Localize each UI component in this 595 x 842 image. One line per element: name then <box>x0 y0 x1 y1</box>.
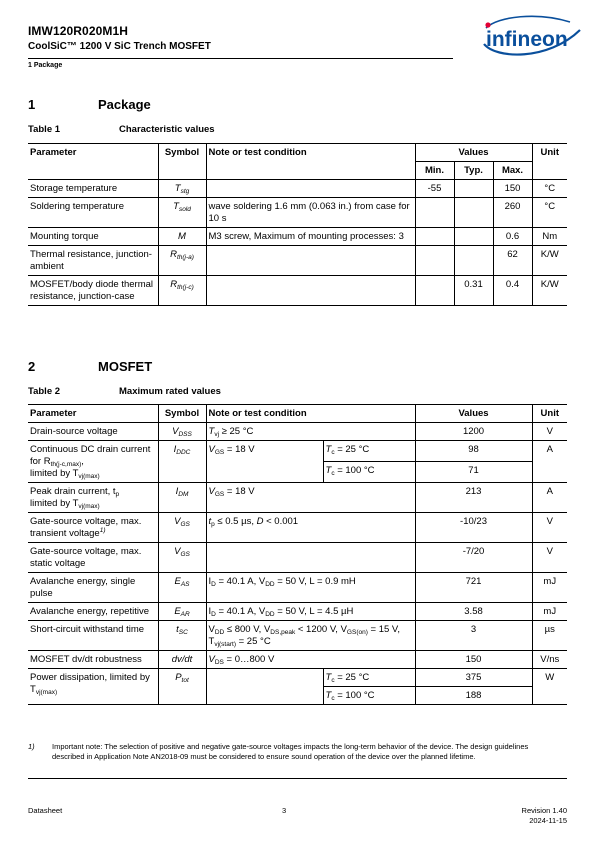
table-cell: 62 <box>493 246 532 276</box>
table-cell: V/ns <box>532 651 567 669</box>
table-cell: K/W <box>532 276 567 306</box>
header-section-ref: 1 Package <box>28 62 63 69</box>
table-cell: °C <box>532 198 567 228</box>
table-cell <box>206 543 415 573</box>
table-cell: $R_{th(j-c)}$ <box>158 276 206 306</box>
section-1-heading <box>28 97 328 113</box>
table-cell: Gate-source voltage, max. transient voltage$^{1)}$ <box>30 516 142 539</box>
table-cell: $t_p \le 0.5$ µs, D < 0.001 <box>206 513 415 543</box>
table-cell: $T_c = 100$ °C <box>323 462 415 483</box>
table-cell: 213 <box>415 483 532 513</box>
table-1-caption <box>28 124 328 136</box>
table-label: Table 1 <box>28 124 61 135</box>
table-row <box>28 276 567 306</box>
table-cell: $T_c = 25$ °C <box>323 441 415 462</box>
table-cell: -7/20 <box>415 543 532 573</box>
table-cell: K/W <box>532 246 567 276</box>
table-cell: Peak drain current, $t_p$ limited by $T_{vj(max)}$ <box>30 486 120 510</box>
characteristic-values-table <box>28 143 567 306</box>
table-row <box>28 441 567 462</box>
header-condition: Note or test condition <box>206 144 415 180</box>
table-cell: $V_{GS} = 18$ V <box>206 441 323 483</box>
table-cell: W <box>532 669 567 705</box>
table-row <box>28 513 567 543</box>
table-cell: Thermal resistance, junction-ambient <box>30 249 152 272</box>
table-cell: Drain-source voltage <box>30 426 118 437</box>
table-cell: Avalanche energy, single pulse <box>30 576 136 599</box>
table-cell: MOSFET/body diode thermal resistance, junction-case <box>30 279 154 302</box>
table-row <box>28 180 567 198</box>
table-cell: $V_{DSS}$ <box>158 423 206 441</box>
table-cell: $V_{GS} = 18$ V <box>206 483 415 513</box>
table-cell: µs <box>532 621 567 651</box>
table-cell: $V_{DS}$ = 0…800 V <box>206 651 415 669</box>
table-row <box>28 198 567 228</box>
table-cell: $V_{GS}$ <box>158 513 206 543</box>
table-cell <box>454 246 493 276</box>
table-cell: dv/dt <box>158 651 206 669</box>
page-number: 3 <box>282 806 287 815</box>
table-cell: °C <box>532 180 567 198</box>
table-cell: $I_D = 40.1$ A, $V_{DD} = 50$ V, L = 4.5 µH <box>206 603 415 621</box>
table-cell: 3.58 <box>415 603 532 621</box>
table-caption: Maximum rated values <box>119 386 221 397</box>
table-row <box>28 621 567 651</box>
table-cell: $V_{DD} \le 800$ V, $V_{DS,peak} < 1200$ V, $V_{GS(on)} = 15$ V, $T_{vj(start)} = 25$ °C <box>206 621 415 651</box>
table-cell <box>415 228 454 246</box>
footnote-text: Important note: The selection of positive and negative gate-source voltages impacts the long-term behavior of the device. The design guidelines described in Application Note AN2018-09 must be considered to ensure sound operation of the device over the planned lifetime. <box>52 742 529 761</box>
table-cell: $T_c = 25$ °C <box>323 669 415 687</box>
table-cell: V <box>532 513 567 543</box>
table-cell: $E_{AR}$ <box>158 603 206 621</box>
table-label: Table 2 <box>28 386 61 397</box>
table-cell: MOSFET dv/dt robustness <box>30 654 142 665</box>
table-cell: 71 <box>415 462 532 483</box>
table-cell: 1200 <box>415 423 532 441</box>
table-cell: 150 <box>415 651 532 669</box>
table-cell: 150 <box>493 180 532 198</box>
table-row <box>28 246 567 276</box>
footer-revision <box>522 806 567 826</box>
table-cell <box>454 180 493 198</box>
section-2-heading <box>28 359 328 375</box>
table-cell: $T_{stg}$ <box>158 180 206 198</box>
table-cell <box>415 198 454 228</box>
table-cell: M <box>158 228 206 246</box>
table-row <box>28 543 567 573</box>
table-row <box>28 573 567 603</box>
table-cell: $V_{GS}$ <box>158 543 206 573</box>
table-cell: Power dissipation, limited by $T_{vj(max)}$ <box>28 669 158 705</box>
table-cell <box>206 180 415 198</box>
table-cell: Continuous DC drain current for $R_{th(j-c,max)}$, limited by $T_{vj(max)}$ <box>28 441 158 483</box>
header-condition: Note or test condition <box>206 405 415 423</box>
header-max: Max. <box>493 162 532 180</box>
table-row <box>28 603 567 621</box>
revision: Revision 1.40 <box>521 806 567 815</box>
part-number: IMW120R020M1H <box>28 24 129 38</box>
header-symbol: Symbol <box>158 405 206 423</box>
revision-date: 2024-11-15 <box>529 816 567 825</box>
table-cell: 0.31 <box>454 276 493 306</box>
table-row <box>28 228 567 246</box>
table-cell: Storage temperature <box>30 183 118 194</box>
header-unit: Unit <box>532 144 567 180</box>
table-2-caption <box>28 386 328 398</box>
table-cell: 0.4 <box>493 276 532 306</box>
header-divider <box>28 58 453 59</box>
table-cell: Soldering temperature <box>30 201 124 212</box>
table-caption: Characteristic values <box>119 124 215 135</box>
section-title: MOSFET <box>98 359 153 374</box>
table-cell <box>206 246 415 276</box>
table-row <box>28 651 567 669</box>
table-row <box>28 423 567 441</box>
table-cell: $P_{tot}$ <box>158 669 206 705</box>
table-cell: A <box>532 483 567 513</box>
table-cell: $I_{DDC}$ <box>158 441 206 483</box>
table-row <box>28 483 567 513</box>
header-unit: Unit <box>532 405 567 423</box>
table-cell: $I_{DM}$ <box>158 483 206 513</box>
table-cell: Short-circuit withstand time <box>30 624 145 635</box>
table-cell: $T_{vj} \ge 25$ °C <box>206 423 415 441</box>
table-cell: M3 screw, Maximum of mounting processes: 3 <box>206 228 415 246</box>
footer-doc-type: Datasheet <box>28 806 63 815</box>
table-cell: 260 <box>493 198 532 228</box>
table-cell: 98 <box>415 441 532 462</box>
table-cell <box>206 669 323 705</box>
table-cell: V <box>532 423 567 441</box>
table-cell: -55 <box>415 180 454 198</box>
table-cell <box>206 276 415 306</box>
table-cell: 375 <box>415 669 532 687</box>
table-cell: $E_{AS}$ <box>158 573 206 603</box>
table-cell: $T_c = 100$ °C <box>323 687 415 705</box>
table-cell: $R_{th(j-a)}$ <box>158 246 206 276</box>
logo-wordmark: infineon <box>486 28 568 51</box>
table-cell: mJ <box>532 573 567 603</box>
header-values: Values <box>415 405 532 423</box>
table-cell: 188 <box>415 687 532 705</box>
table-cell: A <box>532 441 567 483</box>
document-subtitle: CoolSiC™ 1200 V SiC Trench MOSFET <box>28 41 211 52</box>
table-cell: wave soldering 1.6 mm (0.063 in.) from case for 10 s <box>206 198 415 228</box>
table-cell: Mounting torque <box>30 231 99 242</box>
table-cell <box>415 246 454 276</box>
table-cell: $I_D = 40.1$ A, $V_{DD} = 50$ V, L = 0.9 mH <box>206 573 415 603</box>
header-symbol: Symbol <box>158 144 206 180</box>
table-cell: Nm <box>532 228 567 246</box>
section-title: Package <box>98 97 151 112</box>
table-cell: 721 <box>415 573 532 603</box>
table-cell: V <box>532 543 567 573</box>
table-cell: mJ <box>532 603 567 621</box>
table-cell: $t_{SC}$ <box>158 621 206 651</box>
header-parameter: Parameter <box>28 144 158 180</box>
table-cell <box>454 228 493 246</box>
infineon-logo <box>478 14 584 60</box>
header-values: Values <box>415 144 532 162</box>
header-typ: Typ. <box>454 162 493 180</box>
table-cell: Avalanche energy, repetitive <box>30 606 150 617</box>
table-cell: 3 <box>415 621 532 651</box>
header-parameter: Parameter <box>30 408 77 419</box>
maximum-rated-values-table <box>28 404 567 705</box>
table-cell: 0.6 <box>493 228 532 246</box>
section-number: 1 <box>28 97 36 112</box>
footnote-mark: 1) <box>28 742 35 751</box>
table-row <box>28 669 567 687</box>
table-cell <box>454 198 493 228</box>
section-number: 2 <box>28 359 36 374</box>
header-min: Min. <box>415 162 454 180</box>
table-cell <box>415 276 454 306</box>
table-cell: -10/23 <box>415 513 532 543</box>
footnote-divider <box>28 778 567 779</box>
table-cell: Gate-source voltage, max. static voltage <box>30 546 142 569</box>
table-cell: $T_{sold}$ <box>158 198 206 228</box>
